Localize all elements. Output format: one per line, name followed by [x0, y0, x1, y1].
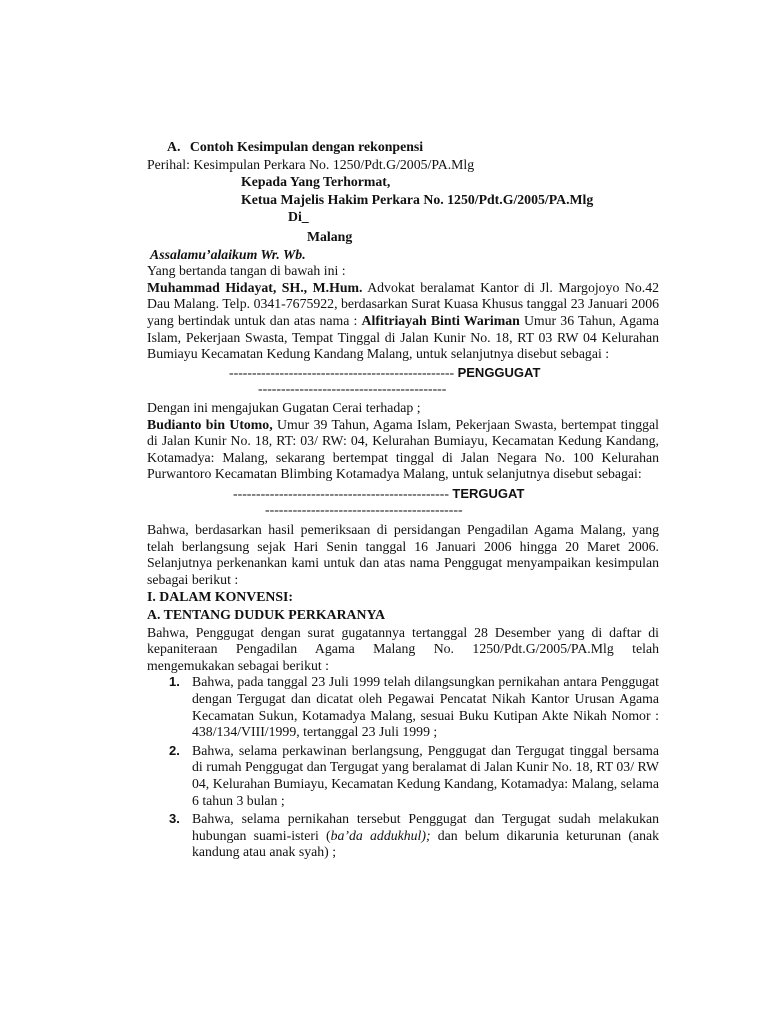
- item-text-italic: ba’da addukhul);: [330, 827, 431, 843]
- defendant-name: Budianto bin Utomo,: [147, 416, 273, 432]
- item-number: 2.: [169, 742, 180, 758]
- defendant-text: Umur 39 Tahun, Agama Islam, Pekerjaan Swasta, bertempat tinggal di Jalan Kunir No. 18, RT: 03/ RW: 04, Kelurahan Bumiayu, Kecamatan Kedung Kandang, Kotamadya: Malang, sekarang bertempat tinggal di Jalan Negara No. 100 Kelurahan Purwantoro Kecamatan Blimbing Kotamadya Malang, untuk selanjutnya disebut sebagai:: [147, 416, 659, 482]
- perihal-line: Perihal: Kesimpulan Perkara No. 1250/Pdt.G/2005/PA.Mlg: [147, 156, 475, 172]
- result-paragraph: Bahwa, berdasarkan hasil pemeriksaan di persidangan Pengadilan Agama Malang, yang telah berlangsung sejak Hari Senin tanggal 16 Januari 2006 hingga 20 Maret 2006. Selanjutnya perkenankan kami untuk dan atas nama Penggugat menyampaikan kesimpulan sebagai berikut :: [147, 522, 659, 587]
- heading-title: Contoh Kesimpulan dengan rekonpensi: [189, 139, 424, 154]
- against-line: Dengan ini mengajukan Gugatan Cerai terhadap ;: [147, 399, 421, 415]
- claims-list: [147, 674, 659, 861]
- list-item: [147, 743, 659, 809]
- document-page: [147, 139, 659, 863]
- tergugat-line: [147, 486, 659, 503]
- lawyer-name: Muhammad Hidayat, SH., M.Hum.: [147, 279, 363, 295]
- greeting: Assalamu’alaikum Wr. Wb.: [150, 246, 306, 262]
- plaintiff-text-2: Umur 36 Tahun, Agama Islam, Pekerjaan Swasta, Tempat Tinggal di Jalan Kunir No. 18, RT 03 RW 04 Kelurahan Bumiayu Kecamatan Kedung Kandang Malang, untuk selanjutnya disebut sebagai :: [147, 312, 659, 362]
- intro-line: Yang bertanda tangan di bawah ini :: [147, 263, 346, 279]
- plaintiff-paragraph: [147, 280, 659, 363]
- tergugat-label: TERGUGAT: [452, 485, 525, 501]
- address-line-1: Kepada Yang Terhormat,: [241, 174, 391, 190]
- list-item: [147, 811, 659, 861]
- heading-letter: A.: [167, 139, 181, 154]
- item-text: Bahwa, pada tanggal 23 Juli 1999 telah dilangsungkan pernikahan antara Penggugat dengan Tergugat dan dicatat oleh Pegawai Pencatat Nikah Kantor Urusan Agama Kecamatan Sukun, Kotamadya Malang, sesuai Buku Kutipan Akte Nikah Nomor : 438/134/VIII/1999, tertanggal 23 Juli 1999 ;: [192, 674, 659, 740]
- item-text-before: Bahwa, selama pernikahan tersebut Penggugat dan Tergugat sudah melakukan hubungan suami-isteri (: [192, 811, 659, 843]
- client-name: Alfitriayah Binti Wariman: [361, 312, 520, 328]
- item-text-after: dan belum dikarunia keturunan (anak kandung atau anak syah) ;: [192, 827, 659, 860]
- list-item: [147, 674, 659, 740]
- section-duduk-perkara: A. TENTANG DUDUK PERKARANYA: [147, 607, 386, 623]
- penggugat-dashes-after: -----------------------------------------: [258, 381, 447, 397]
- claim-paragraph: Bahwa, Penggugat dengan surat gugatannya tertanggal 28 Desember yang di daftar di kepaniteraan Pengadilan Agama Malang No. 1250/Pdt.G/2005/PA.Mlg telah mengemukakan sebagai berikut :: [147, 624, 659, 673]
- tergugat-dashes-before: -----------------------------------------------: [233, 485, 449, 501]
- defendant-paragraph: [147, 417, 659, 483]
- section-konvensi: I. DALAM KONVENSI:: [147, 589, 294, 605]
- penggugat-label: PENGGUGAT: [457, 364, 541, 380]
- item-number: 1.: [169, 674, 180, 690]
- penggugat-line: [147, 365, 659, 382]
- item-text: Bahwa, selama perkawinan berlangsung, Penggugat dan Tergugat tinggal bersama di rumah Penggugat dan Tergugat yang beralamat di Jalan Kunir No. 18, RT 03/ RW 04, Kelurahan Bumiayu, Kecamatan Kedung Kandang, Kotamadya: Malang, selama 6 tahun 3 bulan ;: [192, 742, 659, 808]
- address-line-3: Di_: [288, 209, 309, 225]
- item-number: 3.: [169, 811, 180, 827]
- penggugat-dashes-before: -------------------------------------------------: [229, 364, 455, 380]
- address-line-2: Ketua Majelis Hakim Perkara No. 1250/Pdt.G/2005/PA.Mlg: [241, 191, 594, 207]
- plaintiff-text-1: Advokat beralamat Kantor di Jl. Margojoyo No.42 Dau Malang. Telp. 0341-7675922, berdasarkan Surat Kuasa Khusus tanggal 23 Januari 2006 yang bertindak untuk dan atas nama :: [147, 279, 659, 328]
- address-line-4: Malang: [307, 228, 353, 244]
- heading-line: [147, 139, 659, 156]
- tergugat-dashes-after: -------------------------------------------: [265, 502, 463, 518]
